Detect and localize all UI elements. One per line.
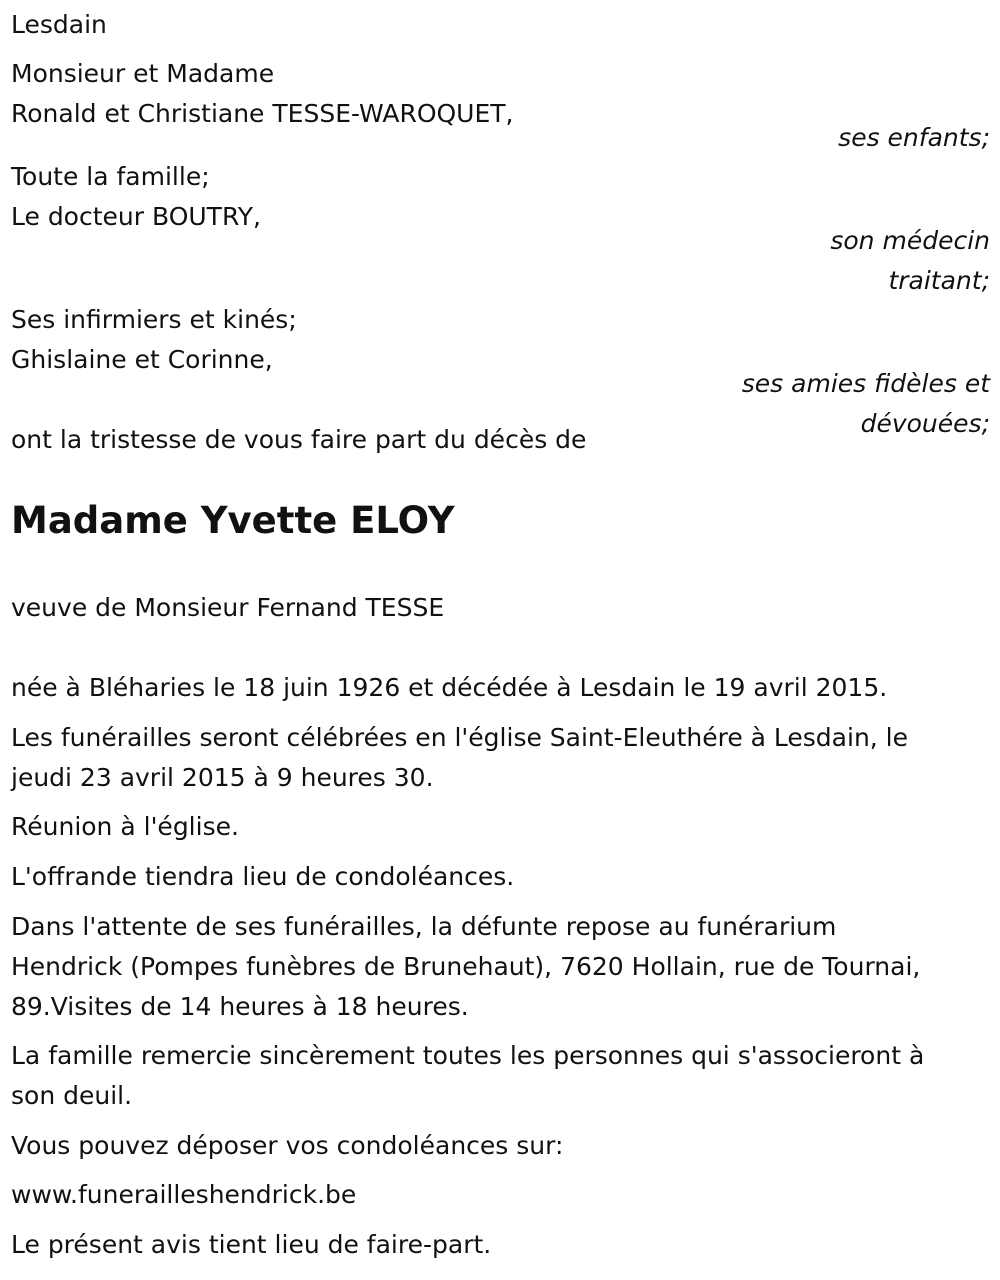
doctor-role-line-2: traitant; [888,266,990,295]
friends-line: Ghislaine et Corinne, [11,345,273,374]
condolences-prompt: Vous pouvez déposer vos condoléances sur: [11,1131,564,1160]
rest-line-1: Dans l'attente de ses funérailles, la défunte repose au funérarium [11,912,837,941]
family-line: Toute la famille; [11,162,210,191]
birth-death: née à Bléharies le 18 juin 1926 et décédée à Lesdain le 19 avril 2015. [11,673,888,702]
deceased-name: Madame Yvette ELOY [11,499,455,542]
widow-of: veuve de Monsieur Fernand TESSE [11,593,445,622]
notice: Le présent avis tient lieu de faire-part. [11,1230,492,1259]
doctor-role-line-1: son médecin [830,226,990,255]
offering: L'offrande tiendra lieu de condoléances. [11,862,515,891]
thanks-line-1: La famille remercie sincèrement toutes les personnes qui s'associeront à [11,1041,925,1070]
meeting: Réunion à l'église. [11,812,239,841]
website-link[interactable]: www.funerailleshendrick.be [11,1180,357,1209]
children-role: ses enfants; [838,123,990,152]
nurses-line: Ses infirmiers et kinés; [11,305,297,334]
children-line-1: Monsieur et Madame [11,59,275,88]
children-line-2: Ronald et Christiane TESSE-WAROQUET, [11,99,514,128]
thanks-line-2: son deuil. [11,1081,133,1110]
funeral-line-1: Les funérailles seront célébrées en l'église Saint-Eleuthére à Lesdain, le [11,723,909,752]
funeral-line-2: jeudi 23 avril 2015 à 9 heures 30. [11,763,434,792]
rest-line-2: Hendrick (Pompes funèbres de Brunehaut), 7620 Hollain, rue de Tournai, [11,952,921,981]
friends-role-line-2: dévouées; [860,409,990,438]
announcement: ont la tristesse de vous faire part du décès de [11,425,587,454]
doctor-line: Le docteur BOUTRY, [11,202,261,231]
rest-line-3: 89.Visites de 14 heures à 18 heures. [11,992,469,1021]
place-name: Lesdain [11,10,107,39]
friends-role-line-1: ses amies fidèles et [741,369,990,398]
